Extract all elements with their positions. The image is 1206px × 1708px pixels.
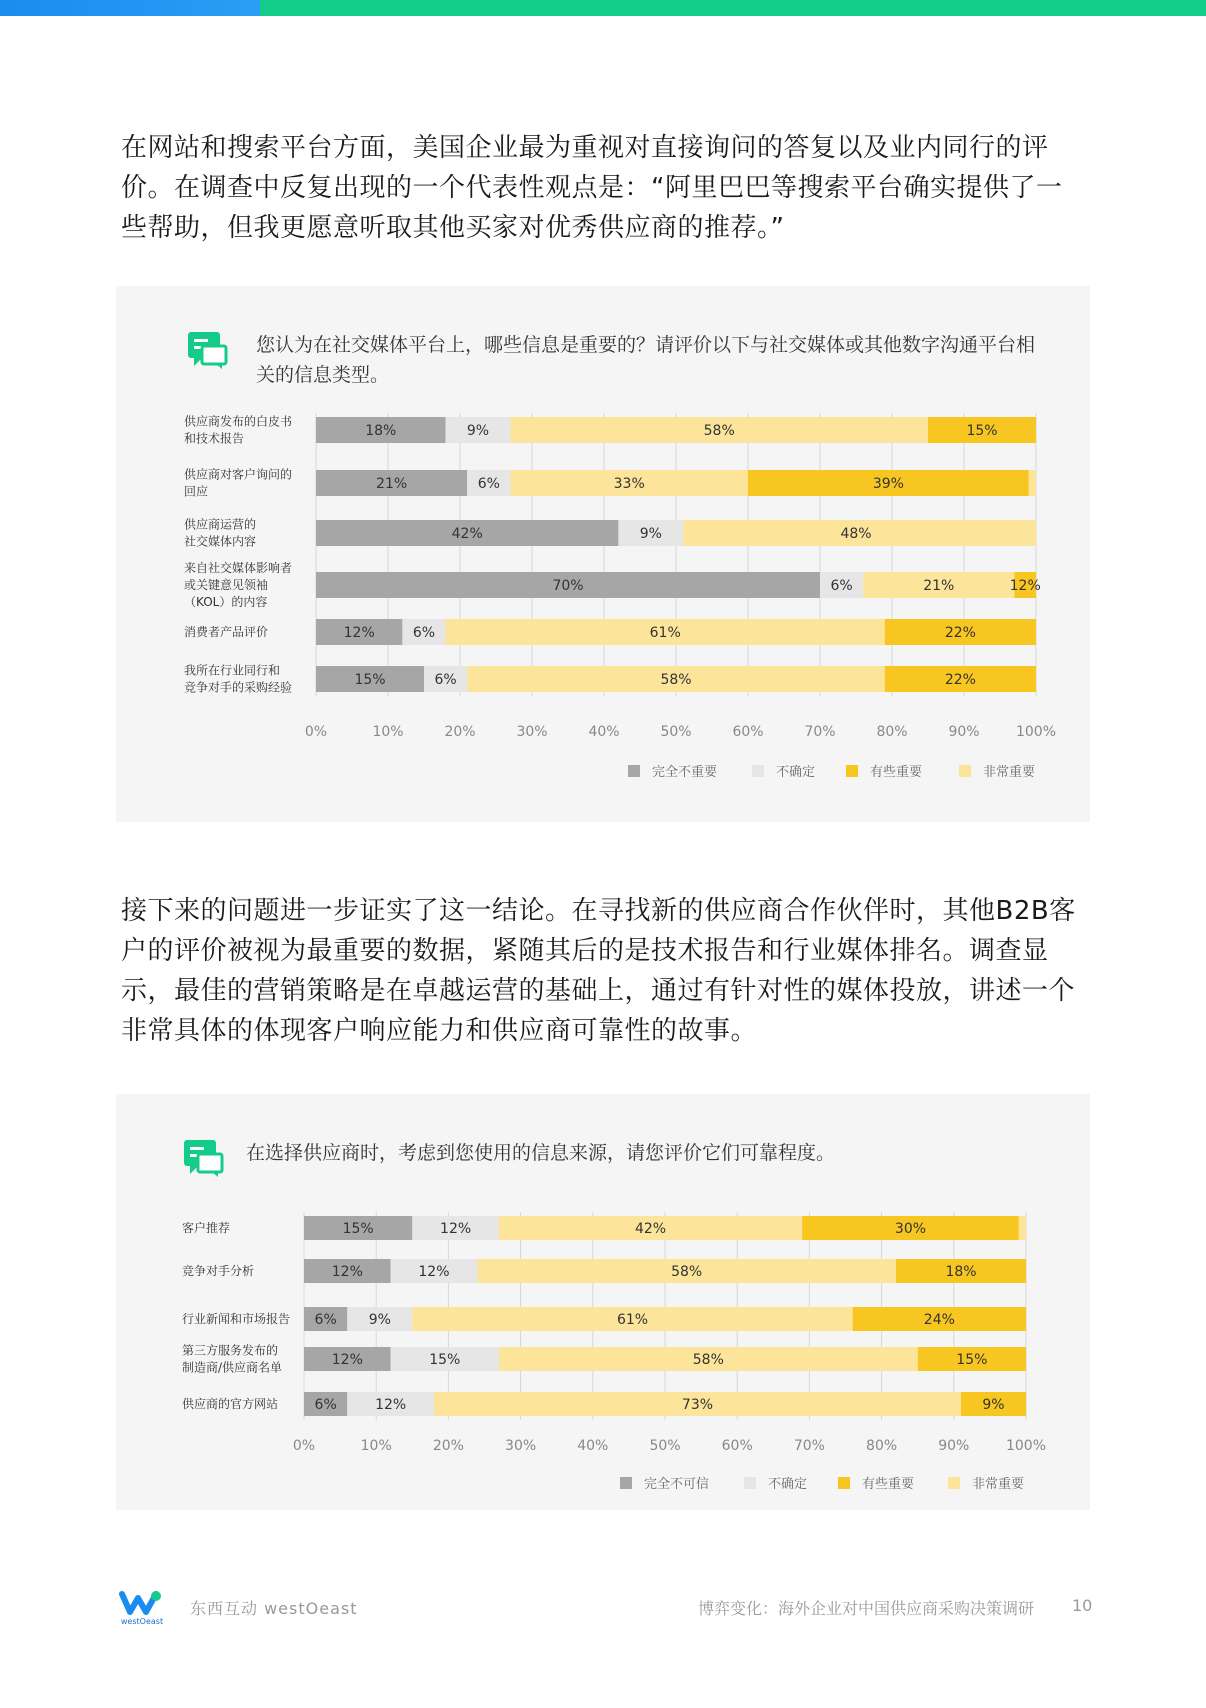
- x-tick-label: 0%: [292, 1438, 316, 1454]
- legend-label: 有些重要: [870, 765, 923, 780]
- x-tick-label: 50%: [649, 1438, 681, 1454]
- data-label: 48%: [840, 526, 872, 542]
- data-label: 30%: [894, 1221, 927, 1237]
- legend-label: 不确定: [776, 765, 816, 780]
- legend-swatch: [948, 1477, 960, 1489]
- data-label: 73%: [681, 1397, 714, 1413]
- data-label: 42%: [451, 526, 483, 542]
- category-label: （KOL）的内容: [184, 595, 268, 609]
- category-label: 我所在行业同行和: [184, 663, 281, 678]
- data-label: 61%: [616, 1312, 649, 1328]
- stacked-bar-chart-1: [116, 286, 1090, 822]
- page-number: 10: [1072, 1596, 1093, 1615]
- legend-label: 非常重要: [972, 1477, 1025, 1492]
- x-tick-label: 60%: [732, 724, 764, 740]
- svg-text:westOeast: westOeast: [120, 1617, 164, 1626]
- data-label: 12%: [418, 1264, 450, 1280]
- data-label: 6%: [314, 1312, 337, 1328]
- legend-label: 完全不重要: [652, 765, 718, 780]
- data-label: 22%: [944, 672, 976, 688]
- data-label: 42%: [634, 1221, 667, 1237]
- category-label: 客户推荐: [182, 1221, 231, 1235]
- bar-segment-remainder: [1029, 520, 1036, 546]
- data-label: 6%: [412, 625, 436, 641]
- top-bar-blue: [0, 0, 260, 16]
- x-tick-label: 80%: [866, 1438, 898, 1454]
- data-label: 22%: [944, 625, 976, 641]
- data-label: 58%: [660, 672, 692, 688]
- category-label: 来自社交媒体影响者: [184, 561, 293, 575]
- chart-panel-1: [116, 286, 1090, 822]
- x-tick-label: 20%: [432, 1438, 464, 1454]
- data-label: 24%: [923, 1312, 955, 1328]
- data-label: 70%: [552, 578, 584, 594]
- legend-label: 有些重要: [862, 1477, 915, 1492]
- data-label: 18%: [945, 1264, 977, 1280]
- chart-panel-2: [116, 1094, 1090, 1510]
- category-label: 消费者产品评价: [184, 625, 269, 639]
- bar-segment-remainder: [1029, 470, 1036, 496]
- category-label: 竞争对手分析: [182, 1264, 255, 1278]
- data-label: 12%: [1009, 578, 1041, 594]
- category-label: 供应商对客户询问的: [184, 467, 293, 482]
- data-label: 12%: [331, 1352, 363, 1368]
- legend-swatch: [959, 765, 971, 777]
- data-label: 12%: [375, 1397, 407, 1413]
- x-tick-label: 100%: [1005, 1438, 1047, 1454]
- legend-label: 非常重要: [983, 765, 1036, 780]
- x-tick-label: 80%: [876, 724, 908, 740]
- legend-label: 不确定: [768, 1477, 808, 1492]
- legend-swatch: [838, 1477, 850, 1489]
- x-tick-label: 60%: [721, 1438, 753, 1454]
- top-bar-green: [260, 0, 1206, 16]
- x-tick-label: 100%: [1015, 724, 1057, 740]
- x-tick-label: 70%: [804, 724, 836, 740]
- x-tick-label: 70%: [793, 1438, 825, 1454]
- data-label: 6%: [314, 1397, 337, 1413]
- category-label: 第三方服务发布的: [182, 1343, 279, 1358]
- westoeast-logo: [116, 1588, 168, 1626]
- question-1-text: 您认为在社交媒体平台上，哪些信息是重要的？请评价以下与社交媒体或其他数字沟通平台相关的信息类型。: [256, 334, 1036, 386]
- legend-swatch: [846, 765, 858, 777]
- category-label: 回应: [184, 484, 209, 499]
- category-label: 制造商/供应商名单: [182, 1360, 283, 1375]
- category-label: 和技术报告: [184, 431, 245, 446]
- data-label: 15%: [956, 1352, 988, 1368]
- x-tick-label: 40%: [588, 724, 620, 740]
- x-tick-label: 90%: [938, 1438, 970, 1454]
- legend-swatch: [620, 1477, 632, 1489]
- data-label: 6%: [477, 476, 500, 492]
- data-label: 9%: [639, 526, 662, 542]
- data-label: 61%: [649, 625, 681, 641]
- data-label: 33%: [613, 476, 645, 492]
- legend-swatch: [628, 765, 640, 777]
- x-tick-label: 30%: [505, 1438, 537, 1454]
- data-label: 9%: [368, 1312, 391, 1328]
- footer-brand: 东西互动 westOeast: [190, 1599, 358, 1618]
- category-label: 行业新闻和市场报告: [182, 1312, 291, 1326]
- top-accent-bar: [0, 0, 1206, 16]
- data-label: 9%: [466, 423, 490, 439]
- data-label: 6%: [830, 578, 853, 594]
- question-2-text: 在选择供应商时，考虑到您使用的信息来源，请您评价它们可靠程度。: [246, 1142, 836, 1164]
- stacked-bar-chart-2: [116, 1094, 1090, 1510]
- category-label: 供应商运营的: [184, 517, 257, 532]
- category-label: 竞争对手的采购经验: [184, 680, 293, 695]
- x-tick-label: 90%: [948, 724, 980, 740]
- data-label: 18%: [365, 423, 397, 439]
- data-label: 58%: [703, 423, 735, 439]
- legend-label: 完全不可信: [644, 1477, 710, 1492]
- data-label: 21%: [376, 476, 408, 492]
- category-label: 或关键意见领袖: [184, 578, 269, 592]
- paragraph-1: 在网站和搜索平台方面，美国企业最为重视对直接询问的答复以及业内同行的评价。在调查中反复出现的一个代表性观点是：“阿里巴巴等搜索平台确实提供了一些帮助，但我更愿意听取其他买家对优秀供应商的推荐。”: [121, 133, 1063, 243]
- data-label: 58%: [692, 1352, 724, 1368]
- x-tick-label: 0%: [304, 724, 328, 740]
- bar-segment-remainder: [1019, 1216, 1026, 1240]
- x-tick-label: 10%: [360, 1438, 392, 1454]
- data-label: 12%: [440, 1221, 472, 1237]
- data-label: 15%: [966, 423, 998, 439]
- category-label: 社交媒体内容: [184, 534, 257, 549]
- data-label: 58%: [671, 1264, 703, 1280]
- data-label: 15%: [354, 672, 386, 688]
- x-tick-label: 40%: [577, 1438, 609, 1454]
- category-label: 供应商的官方网站: [182, 1397, 279, 1411]
- data-label: 39%: [872, 476, 904, 492]
- data-label: 9%: [982, 1397, 1005, 1413]
- data-label: 12%: [343, 625, 375, 641]
- footer-document-title: 博弈变化：海外企业对中国供应商采购决策调研: [698, 1599, 1035, 1618]
- x-tick-label: 30%: [516, 724, 548, 740]
- legend-swatch: [752, 765, 764, 777]
- x-tick-label: 50%: [660, 724, 692, 740]
- data-label: 15%: [429, 1352, 461, 1368]
- data-label: 21%: [923, 578, 955, 594]
- x-tick-label: 10%: [372, 724, 404, 740]
- data-label: 15%: [342, 1221, 374, 1237]
- data-label: 6%: [434, 672, 457, 688]
- category-label: 供应商发布的白皮书: [184, 414, 293, 429]
- data-label: 12%: [331, 1264, 363, 1280]
- paragraph-2: 接下来的问题进一步证实了这一结论。在寻找新的供应商合作伙伴时，其他B2B客户的评价被视为最重要的数据，紧随其后的是技术报告和行业媒体排名。调查显示，最佳的营销策略是在卓越运营的基础上，通过有针对性的媒体投放，讲述一个非常具体的体现客户响应能力和供应商可靠性的故事。: [121, 896, 1076, 1046]
- x-tick-label: 20%: [444, 724, 476, 740]
- legend-swatch: [744, 1477, 756, 1489]
